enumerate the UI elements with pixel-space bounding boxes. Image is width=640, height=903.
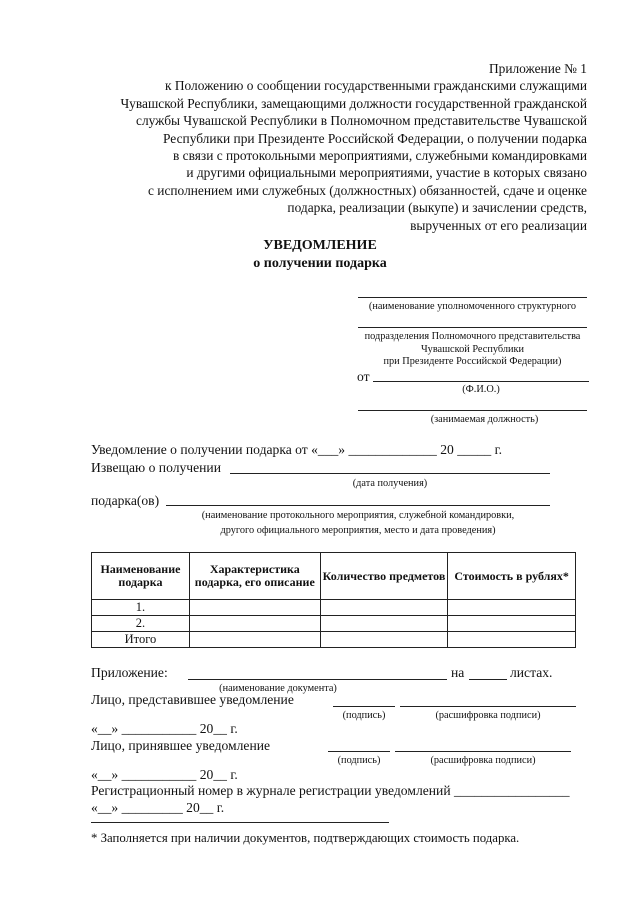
event-line[interactable]: [166, 505, 550, 506]
footnote: * Заполняется при наличии документов, подтверждающих стоимость подарка.: [91, 831, 520, 845]
attachment-caption: (наименование документа): [219, 683, 337, 694]
position-caption: (занимаемая должность): [430, 414, 539, 425]
header-line: и другими официальными мероприятиями, участие в которых связано: [186, 165, 587, 181]
table-cell[interactable]: [189, 632, 320, 648]
table-cell[interactable]: [320, 600, 448, 616]
submitter-signature-line[interactable]: [333, 706, 395, 707]
table-row-total: [92, 632, 576, 648]
header-line: вырученных от его реализации: [410, 217, 587, 233]
attachment-label: Приложение:: [91, 665, 168, 680]
addressee-caption-2c: при Президенте Российской Федерации): [383, 356, 562, 367]
column-header: Количество предметов: [320, 553, 448, 600]
table-row: [92, 600, 576, 616]
registration-number: Регистрационный номер в журнале регистрации уведомлений _________________: [91, 783, 570, 798]
column-header: Стоимость в рублях*: [448, 553, 576, 600]
table-header-row: [92, 553, 576, 600]
attachment-sheets: листах.: [510, 665, 553, 680]
table-cell[interactable]: [320, 632, 448, 648]
attachment-sheets-line[interactable]: [469, 679, 507, 680]
gift-label: подарка(ов): [91, 493, 160, 508]
table-row: [92, 616, 576, 632]
inform-label: Извещаю о получении: [91, 460, 221, 475]
position-line[interactable]: [358, 410, 587, 411]
table-cell[interactable]: [189, 616, 320, 632]
footnote-separator: [91, 822, 389, 823]
row-label: Итого: [92, 632, 190, 648]
header-line: Чувашской Республики, замещающими должности государственной гражданской: [120, 95, 587, 111]
addressee-line-1[interactable]: [358, 297, 587, 298]
acceptor-date: «__» ___________ 20__ г.: [91, 767, 238, 782]
appendix-header: [67, 60, 587, 234]
header-line: Республики при Президенте Российской Федерации, о получении подарка: [163, 130, 587, 146]
addressee-caption-2a: подразделения Полномочного представительства: [364, 331, 581, 342]
notice-date-line: Уведомление о получении подарка от «___» _____________ 20 _____ г.: [91, 442, 503, 457]
receipt-date-line[interactable]: [230, 473, 550, 474]
submitter-sign-caption: (подпись): [342, 710, 386, 721]
submitter-decode-caption: (расшифровка подписи): [435, 710, 541, 721]
column-header: Наименование подарка: [92, 553, 190, 600]
acceptor-decode-caption: (расшифровка подписи): [430, 755, 536, 766]
addressee-caption-2b: Чувашской Республики: [420, 343, 524, 355]
addressee-caption-1: (наименование уполномоченного структурного: [368, 301, 577, 312]
from-label: от: [357, 369, 370, 384]
submitter-date: «__» ___________ 20__ г.: [91, 721, 238, 736]
column-header: Характеристика подарка, его описание: [189, 553, 320, 600]
attachment-document-line[interactable]: [188, 679, 447, 680]
table-cell[interactable]: [448, 616, 576, 632]
acceptor-signature-line[interactable]: [328, 751, 390, 752]
header-line: подарка, реализации (выкупе) и зачислении средств,: [287, 200, 587, 216]
header-line: к Положению о сообщении государственными гражданскими служащими: [165, 78, 587, 94]
table-cell[interactable]: [320, 616, 448, 632]
fio-line[interactable]: [373, 381, 589, 382]
event-caption-1: (наименование протокольного мероприятия, служебной командировки,: [201, 510, 515, 521]
acceptor-label: Лицо, принявшее уведомление: [91, 738, 271, 753]
fio-caption: (Ф.И.О.): [462, 384, 500, 395]
document-title: УВЕДОМЛЕНИЕ: [263, 238, 377, 253]
row-label: 1.: [92, 600, 190, 616]
table-cell[interactable]: [189, 600, 320, 616]
table-cell[interactable]: [448, 600, 576, 616]
submitter-decode-line[interactable]: [400, 706, 576, 707]
acceptor-sign-caption: (подпись): [337, 755, 381, 766]
addressee-line-2[interactable]: [358, 327, 587, 328]
document-subtitle: о получении подарка: [253, 256, 387, 271]
addressee-caption-2: [358, 331, 587, 369]
header-line: с исполнением ими служебных (должностных) обязанностей, сдаче и оценке: [147, 182, 587, 198]
event-caption-2: другого официального мероприятия, место и дата проведения): [220, 525, 496, 536]
acceptor-decode-line[interactable]: [395, 751, 571, 752]
receipt-date-caption: (дата получения): [352, 478, 428, 489]
attachment-on: на: [451, 665, 465, 680]
submitter-label: Лицо, представившее уведомление: [91, 692, 294, 707]
gifts-table: [91, 552, 576, 648]
header-line: в связи с протокольными мероприятиями, служебными командировками: [172, 148, 587, 164]
row-label: 2.: [92, 616, 190, 632]
registration-date: «__» _________ 20__ г.: [91, 800, 225, 815]
appendix-number: Приложение № 1: [488, 61, 587, 76]
header-line: службы Чувашской Республики в Полномочном представительстве Чувашской: [136, 113, 587, 129]
table-cell[interactable]: [448, 632, 576, 648]
